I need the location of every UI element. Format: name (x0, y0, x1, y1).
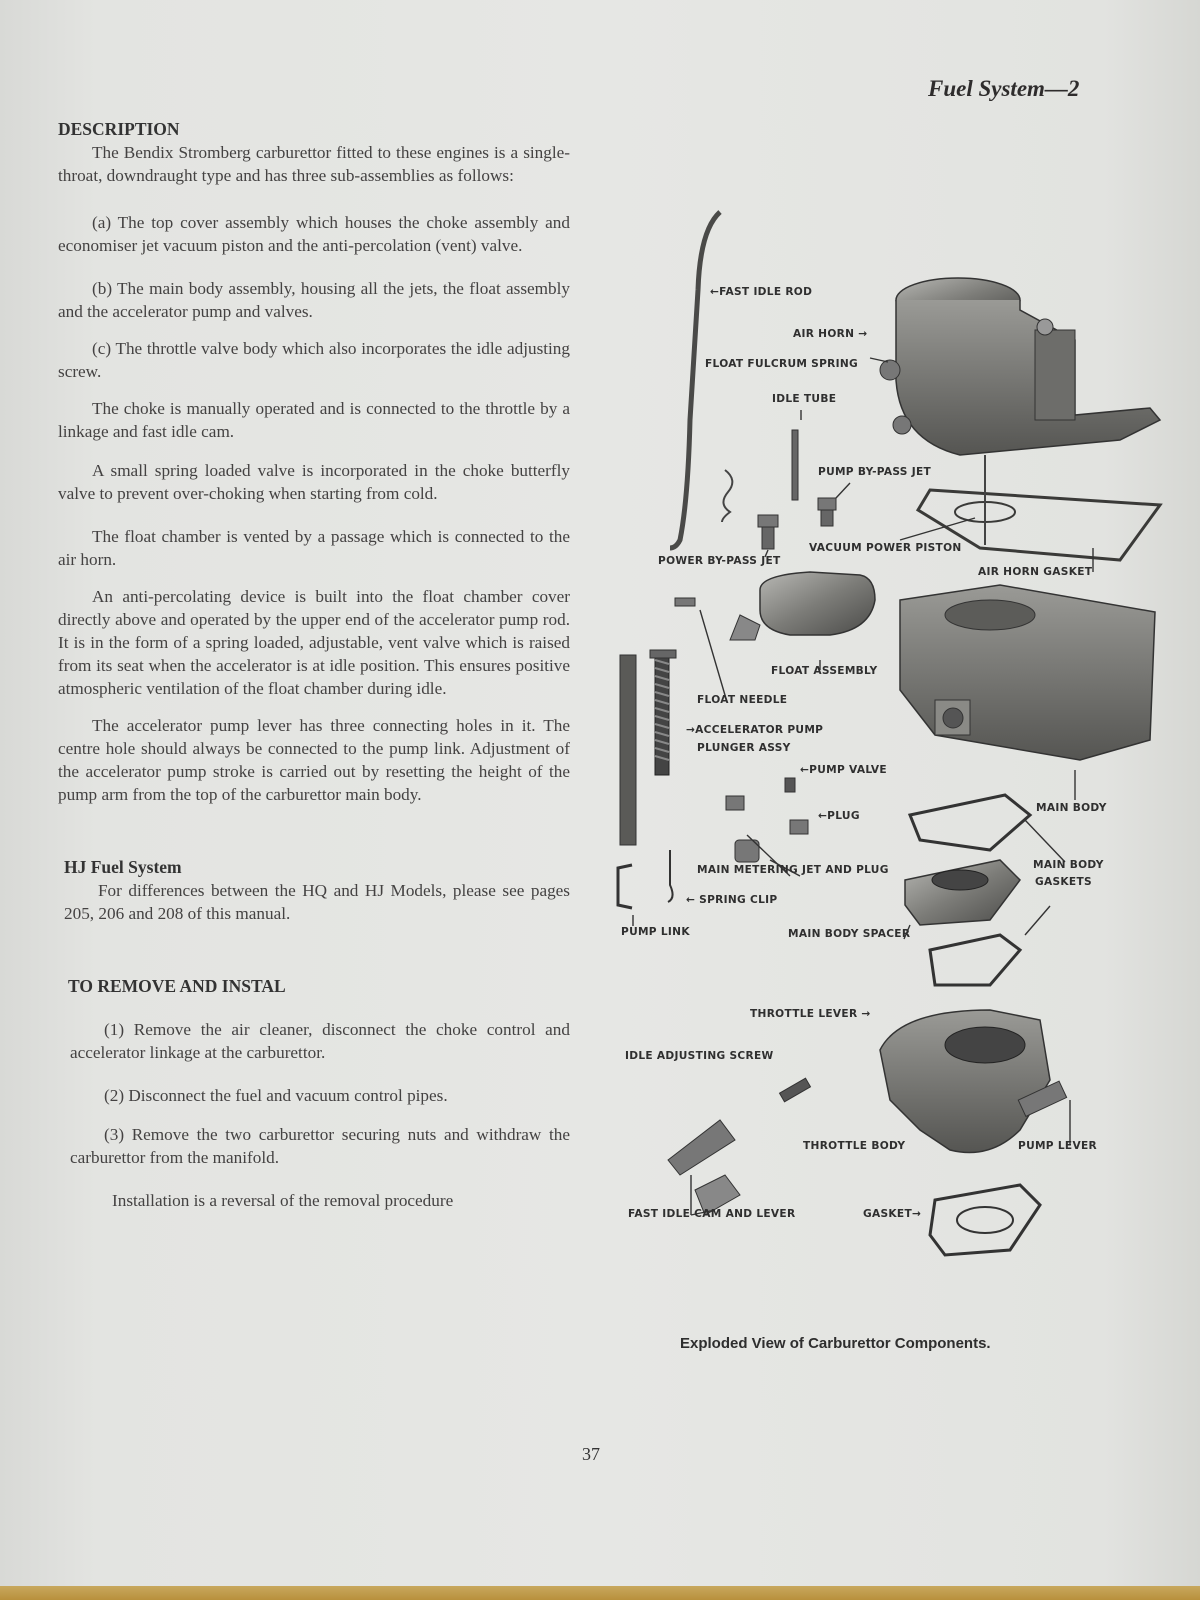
label-vacuum-power-piston: VACUUM POWER PISTON (809, 542, 962, 554)
page-header: Fuel System—2 (928, 76, 1080, 101)
description-paragraph-4: The float chamber is vented by a passage which is connected to the air horn. (58, 527, 570, 569)
hj-heading: HJ Fuel System (64, 857, 182, 877)
label-gasket: GASKET→ (863, 1208, 922, 1220)
label-air-horn: AIR HORN → (793, 328, 868, 340)
page-edge (0, 1586, 1200, 1600)
label-main-body-gaskets-2: GASKETS (1035, 876, 1092, 888)
description-heading: DESCRIPTION (58, 119, 180, 139)
label-main-body-gaskets-1: MAIN BODY (1033, 859, 1104, 871)
hj-paragraph: For differences between the HQ and HJ Models, please see pages 205, 206 and 208 of this manual. (64, 881, 570, 923)
label-air-horn-gasket: AIR HORN GASKET (978, 566, 1093, 578)
label-power-bypass-jet: POWER BY-PASS JET (658, 555, 781, 567)
label-accelerator-pump: →ACCELERATOR PUMP (686, 724, 824, 736)
description-item-b: (b) The main body assembly, housing all the jets, the float assembly and the accelerator pump and valves. (58, 279, 570, 321)
label-plunger-assy: PLUNGER ASSY (697, 742, 791, 754)
label-idle-tube: IDLE TUBE (772, 393, 837, 405)
text-column (58, 118, 570, 1212)
label-main-body: MAIN BODY (1036, 802, 1107, 814)
label-spring-clip: ← SPRING CLIP (686, 894, 778, 906)
label-pump-link: PUMP LINK (621, 926, 690, 938)
remove-heading: TO REMOVE AND INSTAL (68, 976, 286, 996)
description-paragraph-6: The accelerator pump lever has three connecting holes in it. The centre hole should always be connected to the pump link. Adjustment of the accelerator pump stroke is carried out by resetting the height of the pump arm from the top of the carburettor main body. (58, 716, 570, 804)
remove-step-1: (1) Remove the air cleaner, disconnect the choke control and accelerator linkage at the carburettor. (70, 1020, 570, 1062)
diagram-caption: Exploded View of Carburettor Components. (680, 1335, 991, 1352)
label-pump-lever: PUMP LEVER (1018, 1140, 1097, 1152)
label-main-metering-jet: MAIN METERING JET AND PLUG (697, 864, 889, 876)
label-idle-adjusting-screw: IDLE ADJUSTING SCREW (625, 1050, 774, 1062)
label-fast-idle-cam: FAST IDLE CAM AND LEVER (628, 1208, 796, 1220)
description-paragraph-3: A small spring loaded valve is incorporated in the choke butterfly valve to prevent over-choking when starting from cold. (58, 461, 570, 503)
description-paragraph-1: The Bendix Stromberg carburettor fitted to these engines is a single-throat, downdraught type and has three sub-assemblies as follows: (58, 143, 570, 185)
remove-step-3: (3) Remove the two carburettor securing nuts and withdraw the carburettor from the manifold. (70, 1125, 570, 1167)
description-paragraph-5: An anti-percolating device is built into the float chamber cover directly above and operated by the upper end of the accelerator pump rod. It is in the form of a spring loaded, adjustable, vent valve which is raised from its seat when the accelerator is at idle position. This ensures positive atmospheric ventilation of the float chamber during idle. (58, 587, 570, 698)
description-item-c: (c) The throttle valve body which also incorporates the idle adjusting screw. (58, 339, 570, 381)
label-float-assembly: FLOAT ASSEMBLY (771, 665, 878, 677)
label-float-needle: FLOAT NEEDLE (697, 694, 788, 706)
remove-step-2: (2) Disconnect the fuel and vacuum control pipes. (104, 1086, 448, 1105)
label-throttle-lever: THROTTLE LEVER → (750, 1008, 871, 1020)
label-float-fulcrum-spring: FLOAT FULCRUM SPRING (705, 358, 859, 370)
page-number: 37 (582, 1444, 600, 1464)
description-item-a: (a) The top cover assembly which houses the choke assembly and economiser jet vacuum piston and the anti-percolation (vent) valve. (58, 213, 570, 255)
remove-step-4: Installation is a reversal of the removal procedure (112, 1191, 454, 1210)
description-paragraph-2: The choke is manually operated and is connected to the throttle by a linkage and fast idle cam. (58, 399, 570, 441)
label-fast-idle-rod: ←FAST IDLE ROD (710, 286, 813, 298)
label-throttle-body: THROTTLE BODY (803, 1140, 906, 1152)
label-pump-bypass-jet: PUMP BY-PASS JET (818, 466, 932, 478)
label-plug: ←PLUG (818, 810, 860, 822)
label-main-body-spacer: MAIN BODY SPACER (788, 928, 911, 940)
carburettor-exploded-diagram (600, 200, 1180, 1280)
label-pump-valve: ←PUMP VALVE (800, 764, 887, 776)
